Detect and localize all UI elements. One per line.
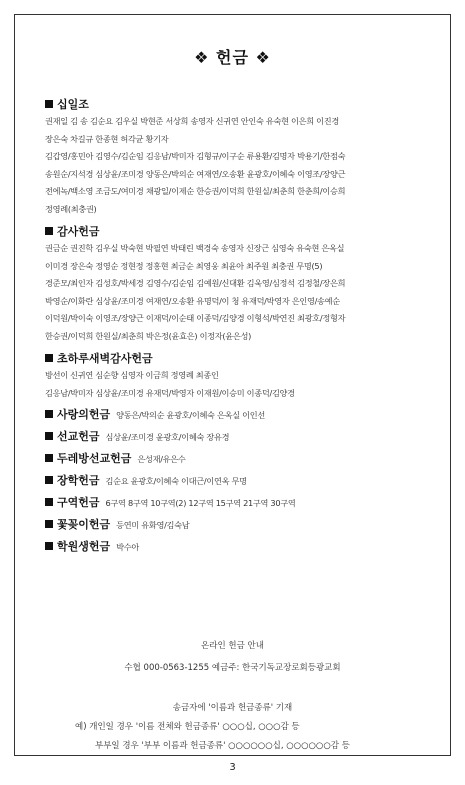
online-offering-title: 온라인 헌금 안내 [201,641,264,651]
page-number: 3 [229,762,236,773]
section-district [45,494,455,512]
square-bullet-icon [45,520,53,528]
thanks-line: 경준모/최인자 김성호/박세경 김영수/김순임 김예원/신대환 김욱영/심정석 김정철/장은희 [45,278,346,288]
section-mission-title: 선교헌금 [57,430,100,443]
section-flower [45,516,455,534]
section-scholarship-names: 김순요 윤광호/이혜숙 이대근/이연옥 무명 [105,476,247,486]
tithe-line: 권재일 김 송 김순요 김우실 박현준 서상희 송영자 신귀연 안인숙 유숙현 이은희 이진경 [45,116,339,126]
bank-account: 수협 000-0563-1255 예금주: 한국기독교장로회등광교회 [124,663,341,673]
section-love-title: 사랑의헌금 [57,408,111,421]
offering-list [45,91,455,556]
square-bullet-icon [45,454,53,462]
transfer-intro: 송금자에 '이름과 헌금종류' 기재 [172,703,293,713]
square-bullet-icon [45,354,53,362]
transfer-example-individual: 예) 개인일 경우 '이름 전체와 헌금종류' ○○○십, ○○○감 등 [75,722,300,732]
thanks-line: 권금순 권진학 김우실 박숙현 박필연 박태린 백경숙 송영자 신장근 심영숙 유숙현 은옥실 [45,243,345,253]
tithe-line: 정영례(최충권) [45,203,97,214]
tithe-line: 전에녹/백소영 조금도/여미경 채광일/이제순 한승권/이덕희 한원실/최춘희 한춘희/이승희 [45,186,346,196]
section-student [45,538,455,556]
thanks-line: 한승권/이덕희 한원실/최춘희 박은정(윤효은) 이정자(윤은성) [45,330,252,341]
section-district-names: 6구역 8구역 10구역(2) 12구역 15구역 21구역 30구역 [105,498,296,508]
tithe-line: 장은숙 차길규 한종현 허각균 황기자 [45,133,169,144]
section-mission [45,428,455,446]
square-bullet-icon [45,432,53,440]
thanks-line: 이미경 장은숙 정영순 정현정 정홍현 최금순 최영웅 최윤아 최주원 최충권 무명(5) [45,260,323,271]
section-mission-names: 심상윤/조미경 윤광호/이혜숙 장유경 [105,432,230,442]
section-flower-names: 등연미 유화영/김숙남 [116,520,190,530]
section-dawn-thanks-title: 초하루새벽감사헌금 [45,351,455,367]
section-tithe-title: 십일조 [45,97,455,113]
section-durebang [45,450,455,468]
transfer-example-couple: 부부일 경우 '부부 이름과 헌금종류' ○○○○○○십, ○○○○○○감 등 [95,741,350,751]
section-district-title: 구역헌금 [57,496,100,509]
section-flower-title: 꽃꽂이헌금 [57,518,111,531]
page-frame [14,14,451,756]
dawn-thanks-line: 김응남/박미자 심상윤/조미경 유재덕/박영자 이재원/이승미 이종덕/김양경 [45,387,295,398]
tithe-line: 김갑영/홍민아 김영수/김순임 김응남/박미자 김형규/이구순 류용환/김명자 박용기/한점숙 [45,151,346,161]
section-student-title: 학원생헌금 [57,540,111,553]
section-thanks-title: 감사헌금 [45,224,455,240]
section-student-names: 박수아 [116,542,139,552]
section-scholarship [45,472,455,490]
online-offering-info [15,635,450,679]
tithe-line: 송원순/지석경 심상윤/조미경 양동은/박의순 여재연/오송환 윤광호/이혜숙 이영조/장양근 [45,168,346,179]
section-durebang-title: 두레방선교헌금 [57,452,132,465]
section-scholarship-title: 장학헌금 [57,474,100,487]
thanks-line: 이덕원/박이숙 이영조/장양근 이재덕/이순태 이종덕/김양경 이형석/박연진 최광호/정형자 [45,313,346,323]
square-bullet-icon [45,498,53,506]
square-bullet-icon [45,476,53,484]
square-bullet-icon [45,542,53,550]
square-bullet-icon [45,100,53,108]
square-bullet-icon [45,227,53,235]
section-durebang-names: 은성재/유은수 [137,454,186,464]
page-title: ❖ 헌금 ❖ [194,48,271,67]
thanks-line: 박영순/이화란 심상윤/조미경 여재연/오송환 유명덕/이 청 유재덕/박영자 은인영/송예순 [45,295,340,306]
transfer-instructions [15,699,450,756]
square-bullet-icon [45,410,53,418]
section-love [45,406,455,424]
dawn-thanks-line: 방선이 신귀연 심순향 심영자 이금희 정영례 최종인 [45,370,219,380]
section-love-names: 양동은/박의순 윤광호/이혜숙 은옥실 이인선 [116,410,265,420]
